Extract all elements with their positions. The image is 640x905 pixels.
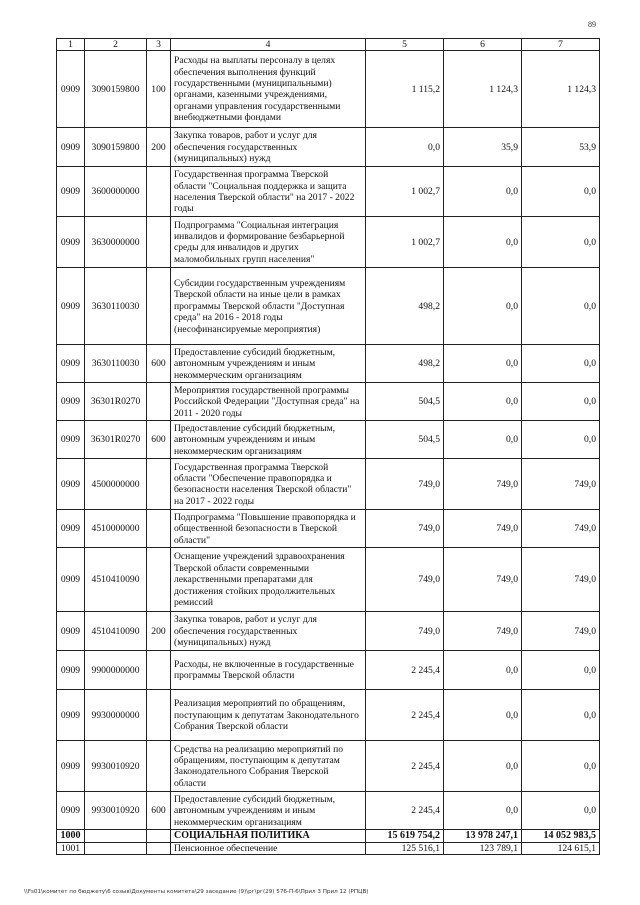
value-cell: 749,0 — [522, 612, 600, 651]
value-cell: 0,0 — [366, 128, 444, 167]
table-row — [57, 651, 600, 690]
value-cell: 125 516,1 — [366, 842, 444, 854]
value-cell: 0,0 — [444, 421, 522, 459]
value-cell: 0,0 — [444, 792, 522, 830]
table-row — [57, 128, 600, 167]
value-cell: 504,5 — [366, 383, 444, 421]
table-row — [57, 792, 600, 830]
value-cell: 0,0 — [444, 651, 522, 690]
value-cell: 0,0 — [522, 792, 600, 830]
page-number: 89 — [588, 20, 596, 29]
code-cell: 9930010920 — [85, 741, 147, 792]
type-cell: 200 — [147, 612, 171, 651]
value-cell: 0,0 — [522, 651, 600, 690]
section-cell: 0909 — [57, 741, 85, 792]
code-cell: 9930010920 — [85, 792, 147, 830]
value-cell: 749,0 — [522, 510, 600, 548]
value-cell: 0,0 — [444, 383, 522, 421]
name-cell: Закупка товаров, работ и услуг для обеспечения государственных (муниципальных) нужд — [171, 128, 366, 167]
name-cell: Субсидии государственным учреждениям Тверской области на иные цели в рамках программы Тверской области "Доступная среда" на 2016 - 2018 годы (несофинансируемые мероприятия) — [171, 268, 366, 345]
type-cell — [147, 651, 171, 690]
code-cell: 3630110030 — [85, 345, 147, 383]
value-cell: 0,0 — [444, 741, 522, 792]
value-cell: 2 245,4 — [366, 792, 444, 830]
value-cell: 749,0 — [444, 612, 522, 651]
value-cell: 2 245,4 — [366, 690, 444, 741]
table-row — [57, 548, 600, 612]
section-cell: 0909 — [57, 690, 85, 741]
value-cell: 749,0 — [366, 459, 444, 510]
header-cell: 2 — [85, 39, 147, 51]
name-cell: Государственная программа Тверской области "Социальная поддержка и защита населения Тверской области" на 2017 - 2022 годы — [171, 167, 366, 217]
value-cell: 124 615,1 — [522, 842, 600, 854]
section-cell: 0909 — [57, 128, 85, 167]
value-cell: 0,0 — [444, 167, 522, 217]
value-cell: 749,0 — [444, 548, 522, 612]
code-cell: 9900000000 — [85, 651, 147, 690]
type-cell — [147, 268, 171, 345]
section-cell: 0909 — [57, 217, 85, 268]
code-cell — [85, 842, 147, 854]
name-cell: Расходы, не включенные в государственные программы Тверской области — [171, 651, 366, 690]
name-cell: СОЦИАЛЬНАЯ ПОЛИТИКА — [171, 830, 366, 842]
code-cell — [85, 830, 147, 842]
section-cell: 0909 — [57, 548, 85, 612]
section-cell: 0909 — [57, 792, 85, 830]
table-row-section-total — [57, 830, 600, 842]
value-cell: 0,0 — [444, 345, 522, 383]
value-cell: 498,2 — [366, 345, 444, 383]
code-cell: 36301R0270 — [85, 383, 147, 421]
type-cell — [147, 741, 171, 792]
header-cell: 6 — [444, 39, 522, 51]
type-cell — [147, 690, 171, 741]
section-cell: 0909 — [57, 612, 85, 651]
value-cell: 14 052 983,5 — [522, 830, 600, 842]
value-cell: 1 124,3 — [522, 51, 600, 128]
value-cell: 15 619 754,2 — [366, 830, 444, 842]
table-row — [57, 612, 600, 651]
section-cell: 0909 — [57, 345, 85, 383]
header-cell: 7 — [522, 39, 600, 51]
name-cell: Пенсионное обеспечение — [171, 842, 366, 854]
table-row — [57, 345, 600, 383]
value-cell: 2 245,4 — [366, 651, 444, 690]
header-row — [57, 39, 600, 51]
table-row — [57, 842, 600, 854]
table-row — [57, 510, 600, 548]
name-cell: Оснащение учреждений здравоохранения Тверской области современными лекарственными препаратами для достижения стойких продолжительных ремиссий — [171, 548, 366, 612]
value-cell: 0,0 — [522, 167, 600, 217]
name-cell: Закупка товаров, работ и услуг для обеспечения государственных (муниципальных) нужд — [171, 612, 366, 651]
name-cell: Подпрограмма "Повышение правопорядка и общественной безопасности в Тверской области" — [171, 510, 366, 548]
code-cell: 4510000000 — [85, 510, 147, 548]
type-cell — [147, 217, 171, 268]
name-cell: Средства на реализацию мероприятий по обращениям, поступающим к депутатам Законодательного Собрания Тверской области — [171, 741, 366, 792]
type-cell: 600 — [147, 421, 171, 459]
type-cell — [147, 548, 171, 612]
type-cell — [147, 167, 171, 217]
section-cell: 0909 — [57, 167, 85, 217]
value-cell: 13 978 247,1 — [444, 830, 522, 842]
type-cell — [147, 830, 171, 842]
type-cell — [147, 842, 171, 854]
name-cell: Мероприятия государственной программы Российской Федерации "Доступная среда" на 2011 - 2020 годы — [171, 383, 366, 421]
value-cell: 749,0 — [522, 459, 600, 510]
header-cell: 4 — [171, 39, 366, 51]
name-cell: Государственная программа Тверской области "Обеспечение правопорядка и безопасности населения Тверской области" на 2017 - 2022 годы — [171, 459, 366, 510]
section-cell: 0909 — [57, 268, 85, 345]
footer-file-path: \\Fs01\комитет по бюджету\6 созыв\Документы комитета\29 заседание (9)\рг\рг(29) 576-П-6\Прил 3 Прил 12 (РПЦВ) — [24, 889, 369, 895]
type-cell — [147, 383, 171, 421]
value-cell: 749,0 — [366, 510, 444, 548]
value-cell: 0,0 — [522, 383, 600, 421]
value-cell: 0,0 — [444, 690, 522, 741]
section-cell: 0909 — [57, 51, 85, 128]
table-row — [57, 268, 600, 345]
value-cell: 1 002,7 — [366, 217, 444, 268]
value-cell: 498,2 — [366, 268, 444, 345]
type-cell — [147, 510, 171, 548]
value-cell: 749,0 — [366, 548, 444, 612]
value-cell: 0,0 — [522, 217, 600, 268]
section-cell: 0909 — [57, 383, 85, 421]
type-cell: 600 — [147, 345, 171, 383]
table-row — [57, 217, 600, 268]
table-row — [57, 741, 600, 792]
header-cell: 3 — [147, 39, 171, 51]
code-cell: 3630000000 — [85, 217, 147, 268]
header-cell: 1 — [57, 39, 85, 51]
code-cell: 4510410090 — [85, 548, 147, 612]
code-cell: 3090159800 — [85, 51, 147, 128]
section-cell: 1001 — [57, 842, 85, 854]
name-cell: Реализация мероприятий по обращениям, поступающим к депутатам Законодательного Собрания Тверской области — [171, 690, 366, 741]
value-cell: 504,5 — [366, 421, 444, 459]
value-cell: 0,0 — [522, 345, 600, 383]
value-cell: 749,0 — [444, 459, 522, 510]
value-cell: 749,0 — [444, 510, 522, 548]
value-cell: 749,0 — [366, 612, 444, 651]
section-cell: 0909 — [57, 510, 85, 548]
value-cell: 1 115,2 — [366, 51, 444, 128]
header-cell: 5 — [366, 39, 444, 51]
value-cell: 0,0 — [444, 268, 522, 345]
section-cell: 0909 — [57, 459, 85, 510]
name-cell: Предоставление субсидий бюджетным, автономным учреждениям и иным некоммерческим организациям — [171, 345, 366, 383]
type-cell — [147, 459, 171, 510]
table-row — [57, 421, 600, 459]
table-row — [57, 51, 600, 128]
value-cell: 0,0 — [522, 421, 600, 459]
table-row — [57, 167, 600, 217]
name-cell: Расходы на выплаты персоналу в целях обеспечения выполнения функций государственными (муниципальными) органами, казенными учреждениями, органами управления государственными внебюджетными фондами — [171, 51, 366, 128]
budget-table — [56, 38, 600, 855]
type-cell: 200 — [147, 128, 171, 167]
code-cell: 3090159800 — [85, 128, 147, 167]
value-cell: 123 789,1 — [444, 842, 522, 854]
type-cell: 100 — [147, 51, 171, 128]
value-cell: 749,0 — [522, 548, 600, 612]
value-cell: 0,0 — [522, 690, 600, 741]
section-cell: 0909 — [57, 421, 85, 459]
value-cell: 2 245,4 — [366, 741, 444, 792]
value-cell: 0,0 — [522, 741, 600, 792]
value-cell: 0,0 — [522, 268, 600, 345]
code-cell: 4510410090 — [85, 612, 147, 651]
code-cell: 4500000000 — [85, 459, 147, 510]
value-cell: 35,9 — [444, 128, 522, 167]
code-cell: 3600000000 — [85, 167, 147, 217]
section-cell: 1000 — [57, 830, 85, 842]
value-cell: 1 124,3 — [444, 51, 522, 128]
code-cell: 3630110030 — [85, 268, 147, 345]
name-cell: Подпрограмма "Социальная интеграция инвалидов и формирование безбарьерной среды для инвалидов и других маломобильных групп населения" — [171, 217, 366, 268]
value-cell: 1 002,7 — [366, 167, 444, 217]
name-cell: Предоставление субсидий бюджетным, автономным учреждениям и иным некоммерческим организациям — [171, 421, 366, 459]
value-cell: 53,9 — [522, 128, 600, 167]
table-row — [57, 459, 600, 510]
type-cell: 600 — [147, 792, 171, 830]
name-cell: Предоставление субсидий бюджетным, автономным учреждениям и иным некоммерческим организациям — [171, 792, 366, 830]
table-row — [57, 383, 600, 421]
code-cell: 36301R0270 — [85, 421, 147, 459]
table-row — [57, 690, 600, 741]
code-cell: 9930000000 — [85, 690, 147, 741]
section-cell: 0909 — [57, 651, 85, 690]
value-cell: 0,0 — [444, 217, 522, 268]
